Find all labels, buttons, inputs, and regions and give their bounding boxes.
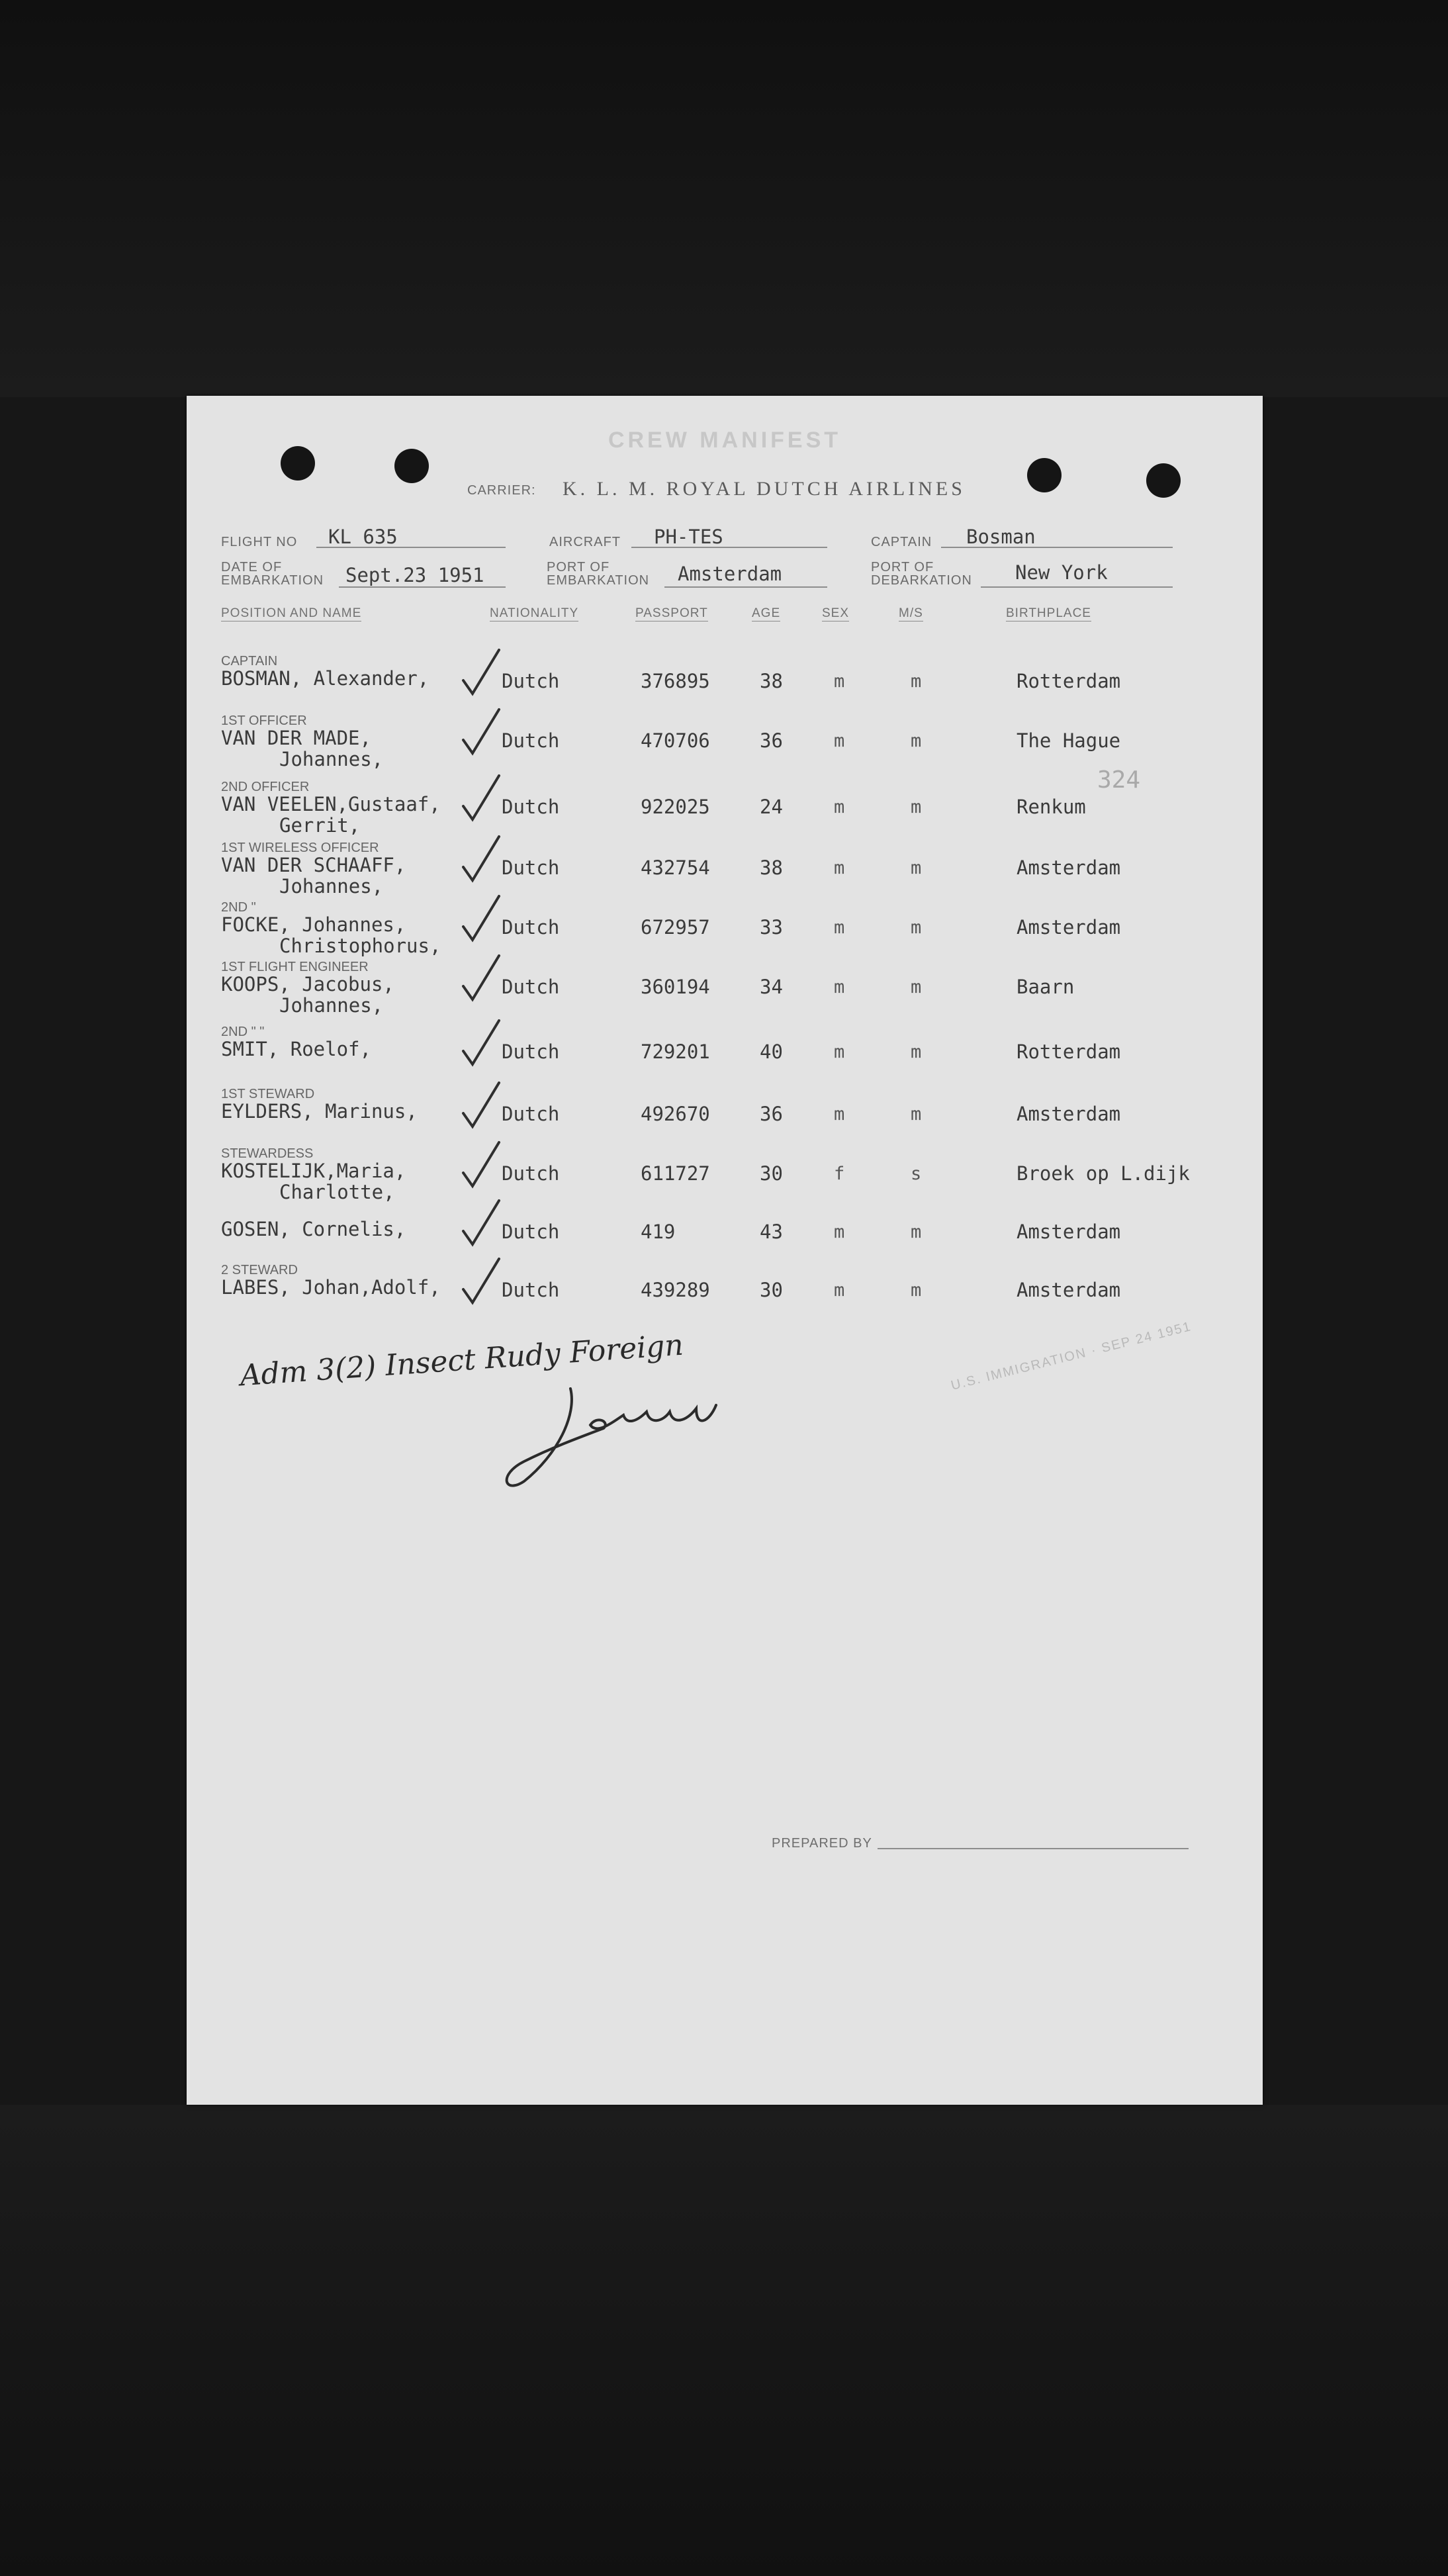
crew-passport: 729201 <box>641 1040 710 1063</box>
crew-age: 36 <box>760 729 783 752</box>
crew-name: VAN VEELEN,Gustaaf, <box>221 793 441 815</box>
crew-name: KOSTELIJK,Maria, <box>221 1160 406 1182</box>
column-age: AGE <box>752 606 781 620</box>
flight-label: FLIGHT NO <box>221 535 298 549</box>
crew-sex: m <box>834 917 845 938</box>
port-embarkation-rule <box>664 586 827 588</box>
crew-position: 1ST FLIGHT ENGINEER <box>221 960 369 974</box>
crew-sex: m <box>834 977 845 997</box>
crew-name: GOSEN, Cornelis, <box>221 1218 406 1240</box>
crew-name: BOSMAN, Alexander, <box>221 667 430 690</box>
port-debarkation-rule <box>981 586 1173 588</box>
crew-nationality: Dutch <box>502 976 560 998</box>
prepared-by-rule <box>878 1848 1189 1849</box>
captain-value: Bosman <box>966 526 1036 548</box>
crew-sex: m <box>834 1222 845 1242</box>
punch-hole <box>394 449 429 483</box>
crew-position: 1ST STEWARD <box>221 1087 315 1101</box>
crew-name-continued: Gerrit, <box>279 814 361 837</box>
crew-passport: 432754 <box>641 856 710 879</box>
crew-row <box>187 900 1263 960</box>
crew-birthplace: Amsterdam <box>1017 916 1121 939</box>
embarkation-date: Sept.23 1951 <box>345 564 484 586</box>
crew-marital-status: s <box>911 1164 922 1184</box>
crew-nationality: Dutch <box>502 1040 560 1063</box>
crew-birthplace: The Hague <box>1017 729 1121 752</box>
aircraft-value: PH-TES <box>654 526 723 548</box>
crew-passport: 376895 <box>641 670 710 692</box>
crew-marital-status: m <box>911 977 922 997</box>
crew-row <box>187 841 1263 900</box>
inspection-stamp: U.S. IMMIGRATION · SEP 24 1951 <box>949 1319 1193 1393</box>
crew-nationality: Dutch <box>502 1220 560 1243</box>
crew-name: KOOPS, Jacobus, <box>221 973 394 995</box>
crew-nationality: Dutch <box>502 1279 560 1301</box>
crew-row <box>187 1087 1263 1146</box>
crew-position: 2 STEWARD <box>221 1263 298 1277</box>
check-mark-icon <box>458 647 504 700</box>
crew-birthplace: Baarn <box>1017 976 1075 998</box>
crew-name: FOCKE, Johannes, <box>221 913 406 936</box>
crew-marital-status: m <box>911 1280 922 1301</box>
crew-age: 43 <box>760 1220 783 1243</box>
crew-birthplace: Amsterdam <box>1017 1279 1121 1301</box>
crew-name-continued: Charlotte, <box>279 1181 395 1203</box>
crew-position: 2ND OFFICER <box>221 780 310 794</box>
crew-age: 38 <box>760 670 783 692</box>
column-sex: SEX <box>822 606 850 620</box>
crew-age: 34 <box>760 976 783 998</box>
crew-nationality: Dutch <box>502 670 560 692</box>
crew-row <box>187 1025 1263 1084</box>
crew-name: SMIT, Roelof, <box>221 1038 371 1060</box>
crew-sex: f <box>834 1164 845 1184</box>
crew-row <box>187 1263 1263 1322</box>
crew-marital-status: m <box>911 797 922 817</box>
port-embarkation-label-2: EMBARKATION <box>547 573 650 588</box>
crew-passport: 360194 <box>641 976 710 998</box>
punch-hole <box>1027 458 1062 492</box>
carrier-value: K. L. M. ROYAL DUTCH AIRLINES <box>563 478 966 500</box>
port-debarkation-label-2: DEBARKATION <box>871 573 972 588</box>
column-position-name: POSITION AND NAME <box>221 606 362 620</box>
captain-label: CAPTAIN <box>871 535 932 549</box>
flight-rule <box>316 547 506 548</box>
flight-number: KL 635 <box>328 526 398 548</box>
crew-passport: 470706 <box>641 729 710 752</box>
crew-sex: m <box>834 858 845 878</box>
carrier-label: CARRIER: <box>467 483 536 498</box>
handwritten-note: Adm 3(2) Insect Rudy Foreign <box>239 1328 685 1393</box>
crew-row <box>187 1146 1263 1206</box>
crew-name: LABES, Johan,Adolf, <box>221 1276 441 1299</box>
crew-marital-status: m <box>911 1042 922 1062</box>
crew-passport: 672957 <box>641 916 710 939</box>
crew-passport: 492670 <box>641 1103 710 1125</box>
crew-position: STEWARDESS <box>221 1146 314 1161</box>
crew-birthplace: Rotterdam <box>1017 1040 1121 1063</box>
crew-name-continued: Christophorus, <box>279 935 441 957</box>
column-birthplace: BIRTHPLACE <box>1006 606 1091 620</box>
crew-name-continued: Johannes, <box>279 994 384 1017</box>
crew-row <box>187 780 1263 839</box>
crew-name: VAN DER SCHAAFF, <box>221 854 406 876</box>
document-title: CREW MANIFEST <box>608 428 842 453</box>
crew-marital-status: m <box>911 1222 922 1242</box>
prepared-by-label: PREPARED BY <box>772 1836 872 1851</box>
crew-marital-status: m <box>911 1104 922 1125</box>
check-mark-icon <box>458 1140 504 1193</box>
manifest-page <box>187 396 1263 2105</box>
check-mark-icon <box>458 834 504 887</box>
crew-marital-status: m <box>911 917 922 938</box>
crew-marital-status: m <box>911 671 922 692</box>
crew-nationality: Dutch <box>502 1103 560 1125</box>
crew-age: 24 <box>760 796 783 818</box>
check-mark-icon <box>458 894 504 946</box>
crew-position: 1ST OFFICER <box>221 713 307 728</box>
crew-name-continued: Johannes, <box>279 875 384 897</box>
crew-row <box>187 1205 1263 1264</box>
crew-name: EYLDERS, Marinus, <box>221 1100 418 1123</box>
column-passport: PASSPORT <box>635 606 708 620</box>
crew-passport: 922025 <box>641 796 710 818</box>
crew-nationality: Dutch <box>502 729 560 752</box>
crew-sex: m <box>834 797 845 817</box>
column-marital-status: M/S <box>899 606 923 620</box>
crew-row <box>187 960 1263 1019</box>
check-mark-icon <box>458 1018 504 1071</box>
crew-age: 33 <box>760 916 783 939</box>
port-debarkation-value: New York <box>1015 561 1108 584</box>
crew-age: 36 <box>760 1103 783 1125</box>
crew-birthplace: Rotterdam <box>1017 670 1121 692</box>
date-label-2: EMBARKATION <box>221 573 324 588</box>
crew-age: 40 <box>760 1040 783 1063</box>
crew-sex: m <box>834 671 845 692</box>
date-label-1: DATE OF <box>221 560 283 575</box>
crew-sex: m <box>834 731 845 751</box>
crew-name-continued: Johannes, <box>279 748 384 770</box>
page-number: 324 <box>1097 766 1141 794</box>
aircraft-label: AIRCRAFT <box>549 535 621 549</box>
crew-position: 2ND " " <box>221 1025 265 1039</box>
check-mark-icon <box>458 773 504 826</box>
crew-birthplace: Renkum <box>1017 796 1086 818</box>
column-nationality: NATIONALITY <box>490 606 579 620</box>
crew-position: 2ND " <box>221 900 256 915</box>
crew-sex: m <box>834 1280 845 1301</box>
punch-hole <box>1146 463 1181 498</box>
check-mark-icon <box>458 953 504 1006</box>
crew-marital-status: m <box>911 731 922 751</box>
crew-position: 1ST WIRELESS OFFICER <box>221 841 379 855</box>
crew-passport: 419 <box>641 1220 676 1243</box>
port-embarkation-value: Amsterdam <box>678 563 782 585</box>
crew-nationality: Dutch <box>502 1162 560 1185</box>
aircraft-rule <box>631 547 827 548</box>
check-mark-icon <box>458 1198 504 1251</box>
crew-sex: m <box>834 1042 845 1062</box>
crew-birthplace: Amsterdam <box>1017 856 1121 879</box>
crew-position: CAPTAIN <box>221 654 278 668</box>
check-mark-icon <box>458 1080 504 1133</box>
crew-row <box>187 713 1263 773</box>
scan-border-bottom <box>0 2105 1448 2576</box>
check-mark-icon <box>458 1256 504 1309</box>
crew-age: 30 <box>760 1279 783 1301</box>
crew-age: 30 <box>760 1162 783 1185</box>
crew-nationality: Dutch <box>502 856 560 879</box>
crew-nationality: Dutch <box>502 796 560 818</box>
crew-marital-status: m <box>911 858 922 878</box>
crew-nationality: Dutch <box>502 916 560 939</box>
crew-passport: 611727 <box>641 1162 710 1185</box>
port-debarkation-label-1: PORT OF <box>871 560 934 575</box>
crew-birthplace: Broek op L.dijk <box>1017 1162 1190 1185</box>
crew-sex: m <box>834 1104 845 1125</box>
crew-birthplace: Amsterdam <box>1017 1220 1121 1243</box>
scan-border-top <box>0 0 1448 397</box>
date-rule <box>339 586 506 588</box>
signature-scribble <box>498 1375 736 1501</box>
crew-row <box>187 654 1263 713</box>
port-embarkation-label-1: PORT OF <box>547 560 610 575</box>
crew-age: 38 <box>760 856 783 879</box>
captain-rule <box>941 547 1173 548</box>
crew-name: VAN DER MADE, <box>221 727 371 749</box>
crew-birthplace: Amsterdam <box>1017 1103 1121 1125</box>
check-mark-icon <box>458 707 504 760</box>
crew-passport: 439289 <box>641 1279 710 1301</box>
